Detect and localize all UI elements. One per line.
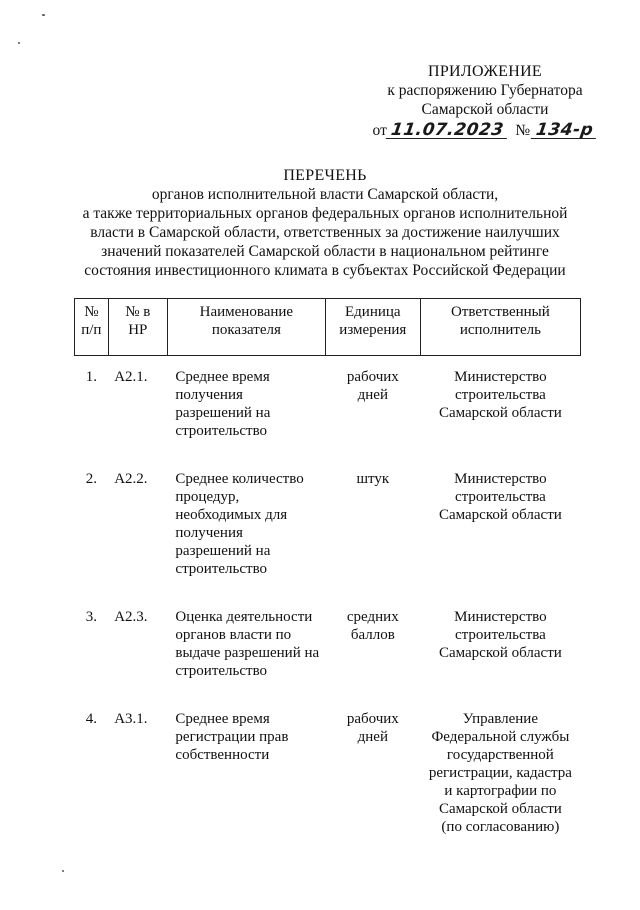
- column-header-executor: Ответственный исполнитель: [420, 299, 580, 356]
- appendix-line-1: к распоряжению Губернатора: [387, 82, 583, 99]
- column-header-code: № в НР: [108, 299, 167, 356]
- column-header-number: № п/п: [75, 299, 109, 356]
- scan-speck: [18, 42, 20, 44]
- table-row: [75, 470, 581, 578]
- scan-speck: [42, 14, 45, 16]
- scan-speck: [62, 870, 64, 872]
- row-unit: рабочих дней: [346, 369, 399, 403]
- row-indicator: Оценка деятельности органов власти по выдаче разрешений на строительство: [175, 609, 320, 679]
- document-header: [60, 166, 590, 280]
- table-row: [75, 608, 581, 680]
- row-unit: средних баллов: [346, 609, 399, 643]
- row-executor: Министерство строительства Самарской области: [438, 609, 562, 661]
- row-code: А2.2.: [114, 471, 148, 487]
- row-number: 2.: [85, 471, 97, 487]
- row-indicator: Среднее время получения разрешений на строительство: [175, 369, 271, 439]
- row-unit: рабочих дней: [346, 711, 399, 745]
- row-unit: штук: [356, 471, 390, 487]
- document-title: ПЕРЕЧЕНЬ: [283, 167, 367, 184]
- header-line-4: значений показателей Самарской области в национальном рейтинге: [101, 243, 549, 260]
- row-code: А3.1.: [114, 711, 148, 727]
- number-label: №: [515, 122, 531, 139]
- header-line-2: а также территориальных органов федеральных органов исполнительной: [82, 205, 568, 222]
- row-indicator: Среднее количество процедур, необходимых для получения разрешений на строительство: [175, 471, 304, 577]
- row-code: А2.1.: [114, 369, 148, 385]
- header-line-5: состояния инвестиционного климата в субъектах Российской Федерации: [84, 262, 566, 279]
- table-row: [75, 368, 581, 440]
- row-number: 3.: [85, 609, 97, 625]
- from-label: от: [372, 122, 387, 139]
- header-line-3: власти в Самарской области, ответственных за достижение наилучших: [90, 224, 560, 241]
- appendix-title: ПРИЛОЖЕНИЕ: [427, 63, 542, 80]
- row-number: 1.: [85, 369, 97, 385]
- row-executor: Министерство строительства Самарской области: [438, 369, 562, 421]
- indicators-table: [74, 298, 581, 836]
- header-line-1: органов исполнительной власти Самарской области,: [151, 186, 499, 203]
- row-executor: Управление Федеральной службы государственной регистрации, кадастра и картографии по Самарской области (по согласованию): [428, 711, 572, 835]
- handwritten-date: 11.07.2023: [386, 122, 509, 139]
- row-executor: Министерство строительства Самарской области: [438, 471, 562, 523]
- handwritten-number: 134-р: [531, 122, 599, 139]
- column-header-unit: Единица измерения: [325, 299, 420, 356]
- row-code: А2.3.: [114, 609, 148, 625]
- row-number: 4.: [85, 711, 97, 727]
- table-header-row: [75, 299, 581, 356]
- appendix-line-2: Самарской области: [421, 101, 549, 118]
- column-header-indicator: Наименование показателя: [167, 299, 325, 356]
- appendix-block: [360, 62, 610, 140]
- table-row: [75, 710, 581, 836]
- row-indicator: Среднее время регистрации прав собственности: [175, 711, 289, 763]
- appendix-date-number-line: [360, 121, 610, 140]
